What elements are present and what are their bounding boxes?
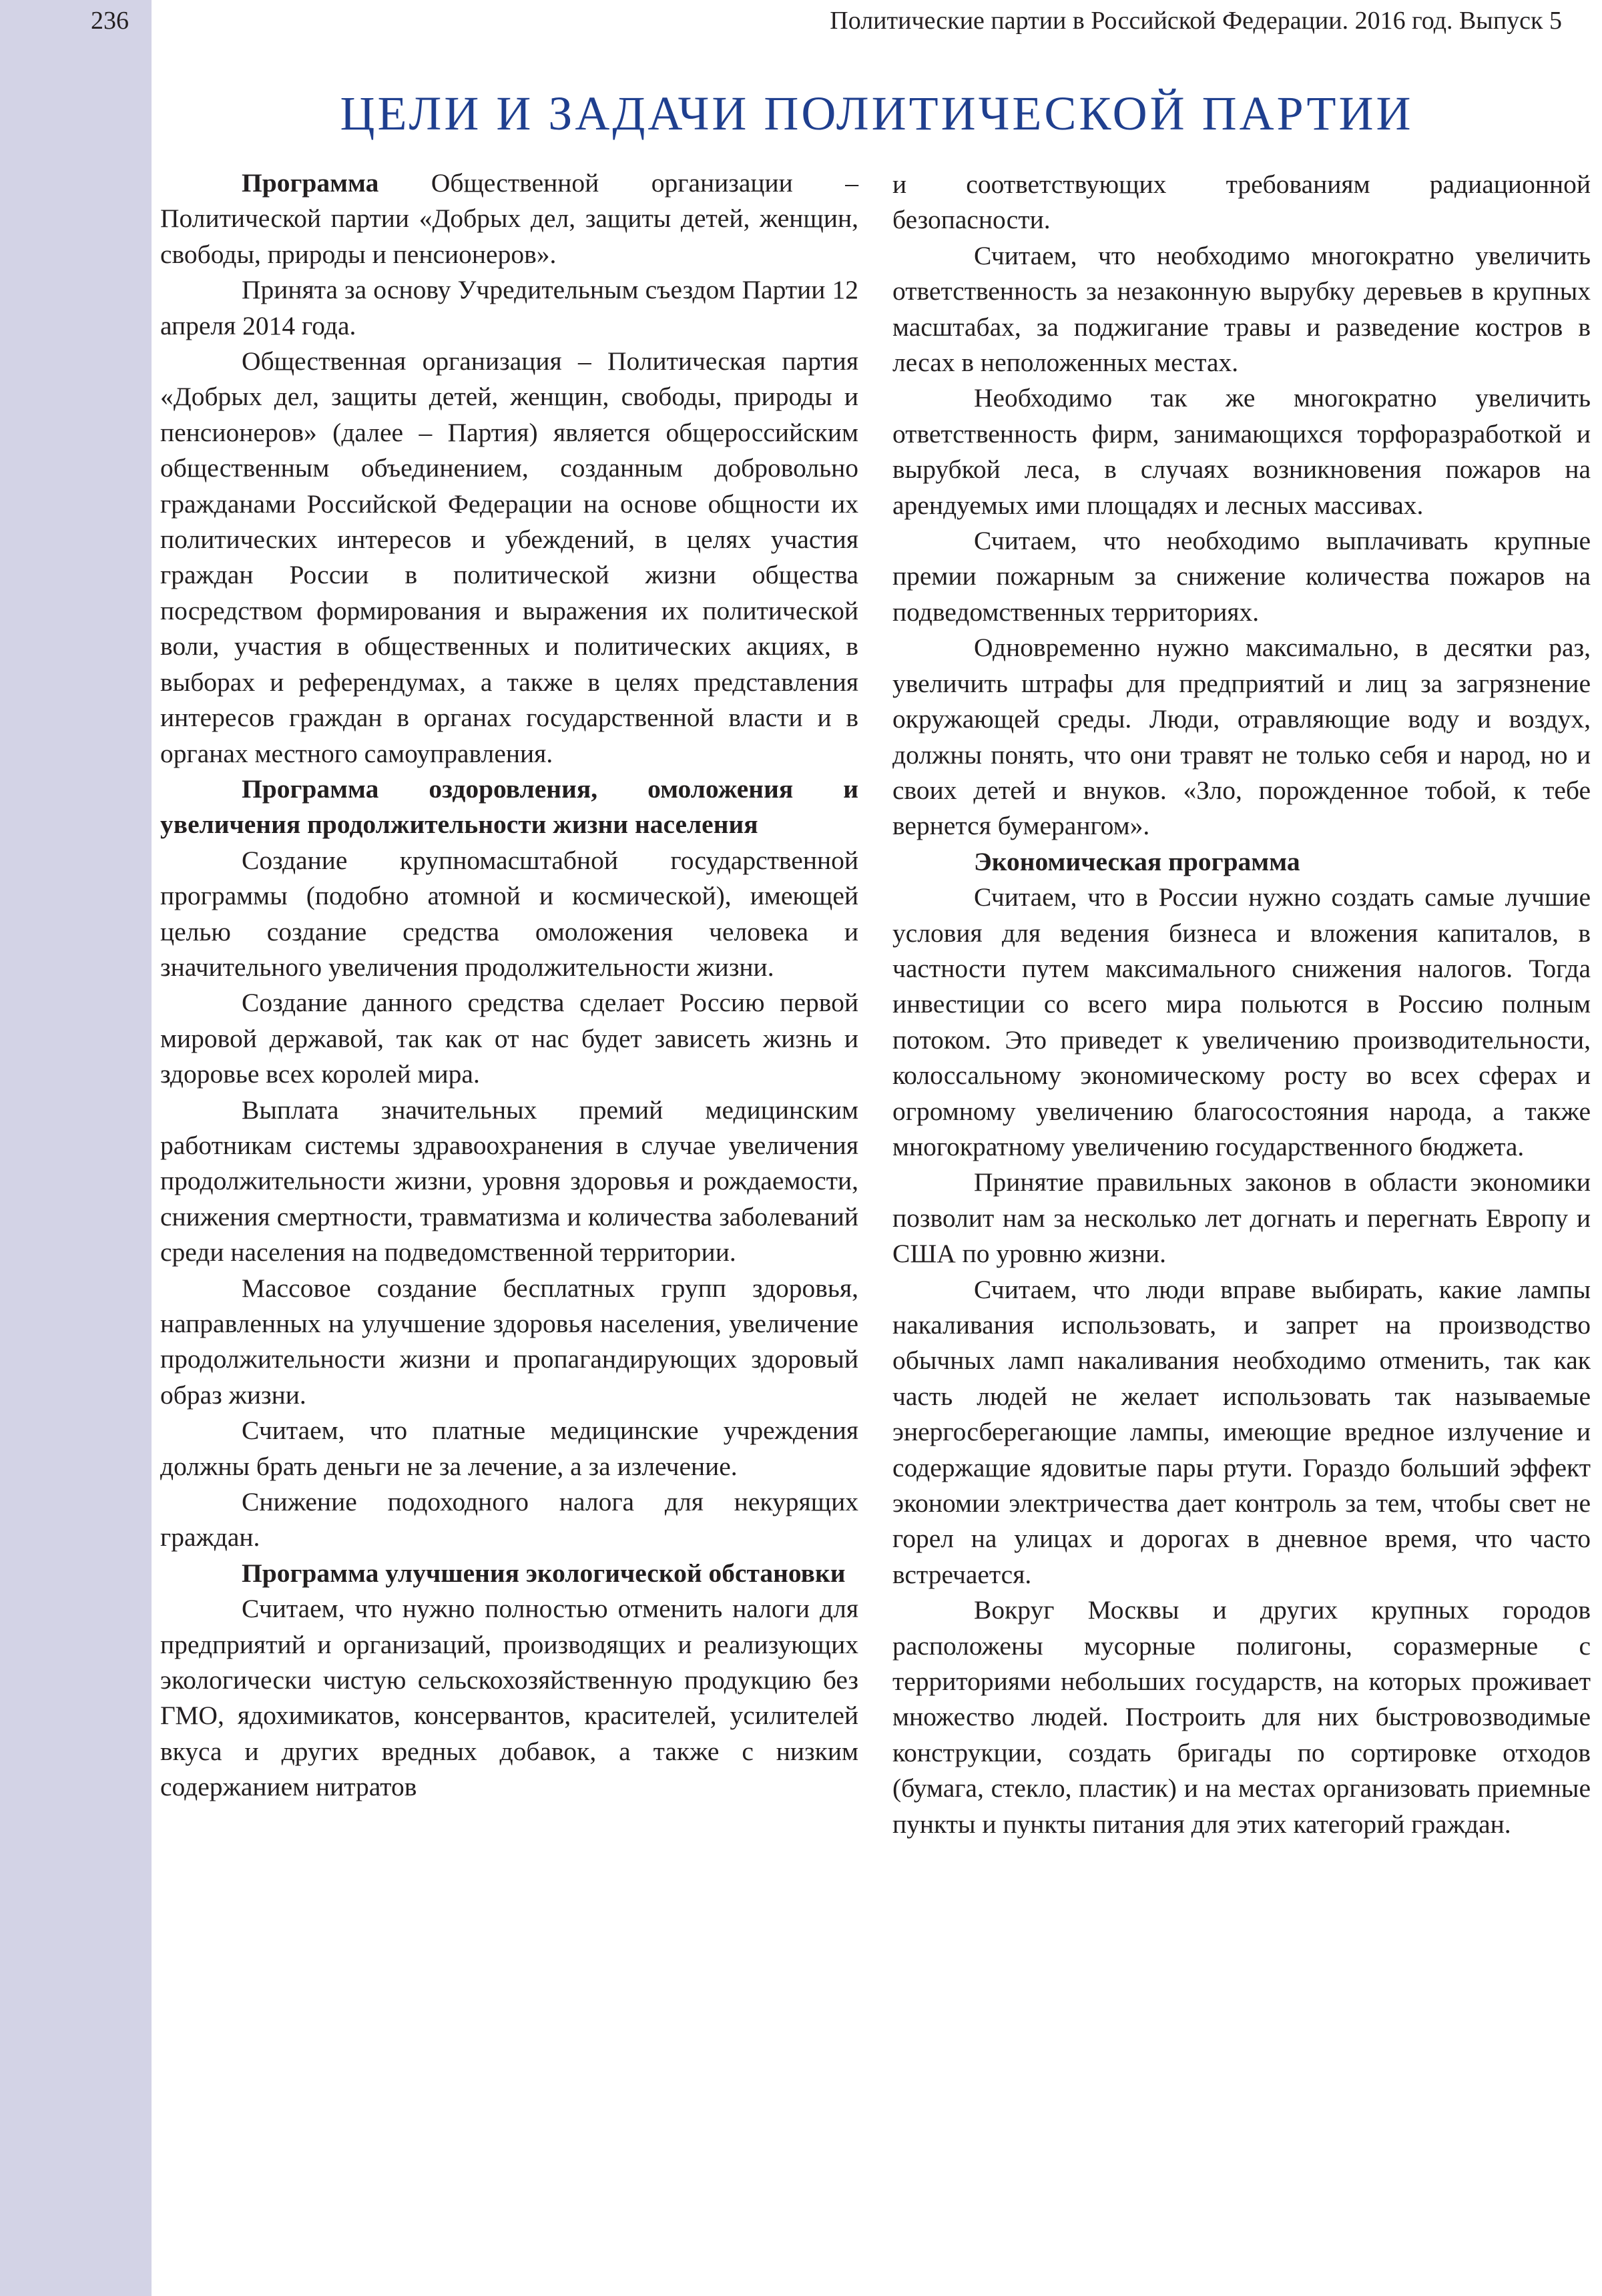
ecology-paragraph: Необходимо так же многократно увеличить ответственность фирм, занимающихся торфоразработкой и вырубкой леса, в случаях возникновения пожаров на арендуемых ими площадях и лесных массивах. <box>892 383 1591 520</box>
intro-lead: Программа <box>242 168 379 198</box>
health-paragraph: Снижение подоходного налога для некурящих граждан. <box>160 1487 858 1552</box>
ecology-paragraph-continued: и соответствующих требованиям радиационной безопасности. <box>892 170 1591 235</box>
intro-paragraph <box>160 166 858 272</box>
economy-paragraph: Считаем, что люди вправе выбирать, какие лампы накаливания использовать, и запрет на производство обычных ламп накаливания необходимо отменить, так как часть людей не желает использовать так называемые энергосберегающие лампы, имеющие вредное излучение и содержащие ядовитые пары ртути. Гораздо больший эффект экономии электричества дает контроль за тем, чтобы свет не горел на улицах и дорогах в дневное время, что часто встречается. <box>892 1274 1591 1589</box>
section-heading-health: Программа оздоровления, омоложения и увеличения продолжительности жизни населения <box>160 774 858 840</box>
right-column <box>892 167 1591 1842</box>
health-paragraph: Массовое создание бесплатных групп здоровья, направленных на улучшение здоровья населения, увеличение продолжительности жизни и пропагандирующих здоровый образ жизни. <box>160 1273 858 1410</box>
health-paragraph: Создание крупномасштабной государственной программы (подобно атомной и космической), имеющей целью создание средства омоложения человека и значительного увеличения продолжительности жизни. <box>160 845 858 982</box>
ecology-paragraph: Считаем, что нужно полностью отменить налоги для предприятий и организаций, производящих и реализующих экологически чистую сельскохозяйственную продукцию без ГМО, ядохимикатов, консервантов, красителей, усилителей вкуса и других вредных добавок, а также с низким содержанием нитратов <box>160 1594 858 1802</box>
page-title: ЦЕЛИ И ЗАДАЧИ ПОЛИТИЧЕСКОЙ ПАРТИИ <box>340 87 1414 140</box>
side-margin-strip <box>0 0 152 2296</box>
health-paragraph: Выплата значительных премий медицинским работникам системы здравоохранения в случае увеличения продолжительности жизни, уровня здоровья и рождаемости, снижения смертности, травматизма и количества заболеваний среди населения на подведомственной территории. <box>160 1095 858 1267</box>
left-column <box>160 166 858 1805</box>
ecology-paragraph: Считаем, что необходимо многократно увеличить ответственность за незаконную вырубку деревьев в крупных масштабах, за поджигание травы и разведение костров в лесах в неположенных местах. <box>892 240 1591 378</box>
section-heading-ecology: Программа улучшения экологической обстановки <box>242 1558 846 1588</box>
economy-paragraph: Вокруг Москвы и других крупных городов расположены мусорные полигоны, соразмерные с территориями небольших государств, на которых проживает множество людей. Построить для них быстровозводимые конструкции, создать бригады по сортировке отходов (бумага, стекло, пластик) и на местах организовать приемные пункты и пункты питания для этих категорий граждан. <box>892 1595 1591 1839</box>
adopted-paragraph: Принята за основу Учредительным съездом Партии 12 апреля 2014 года. <box>160 275 858 340</box>
ecology-paragraph: Одновременно нужно максимально, в десятки раз, увеличить штрафы для предприятий и лиц за загрязнение окружающей среды. Люди, отравляющие воду и воздух, должны понять, что они травят не только себя и народ, но и своих детей и внуков. «Зло, порожденное тобой, к тебе вернется бумерангом». <box>892 633 1591 841</box>
section-heading-economy: Экономическая программа <box>974 846 1300 876</box>
economy-paragraph: Принятие правильных законов в области экономики позволит нам за несколько лет догнать и перегнать Европу и США по уровню жизни. <box>892 1167 1591 1269</box>
intro-text: Общественной организации – Политической партии «Добрых дел, защиты детей, женщин, свободы, природы и пенсионеров». <box>160 168 858 269</box>
organization-paragraph: Общественная организация – Политическая партия «Добрых дел, защиты детей, женщин, свободы, природы и пенсионеров» (далее – Партия) является общероссийским общественным объединением, созданным добровольно гражданами Российской Федерации на основе общности их политических интересов и убеждений, в целях участия граждан России в политической жизни общества посредством формирования и выражения их политической воли, участия в общественных и политических акциях, в выборах и референдумах, а также в целях представления интересов граждан в органах государственной власти и в органах местного самоуправления. <box>160 346 858 768</box>
running-header: Политические партии в Российской Федерации. 2016 год. Выпуск 5 <box>830 7 1562 35</box>
health-paragraph: Считаем, что платные медицинские учреждения должны брать деньги не за лечение, а за излечение. <box>160 1416 858 1481</box>
health-paragraph: Создание данного средства сделает Россию первой мировой державой, так как от нас будет зависеть жизнь и здоровье всех королей мира. <box>160 988 858 1089</box>
ecology-paragraph: Считаем, что необходимо выплачивать крупные премии пожарным за снижение количества пожаров на подведомственных территориях. <box>892 526 1591 627</box>
economy-paragraph: Считаем, что в России нужно создать самые лучшие условия для ведения бизнеса и вложения капиталов, в частности путем максимального снижения налогов. Тогда инвестиции со всего мира польются в Россию полным потоком. Это приведет к увеличению производительности, колоссальному экономическому росту во всех сферах и огромному увеличению благосостояния народа, а также многократному увеличению государственного бюджета. <box>892 882 1591 1161</box>
page-number: 236 <box>91 7 129 35</box>
